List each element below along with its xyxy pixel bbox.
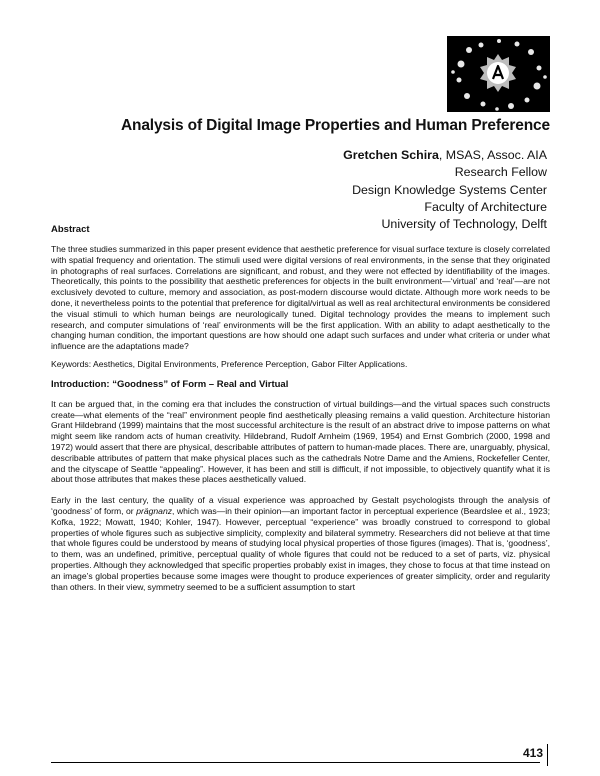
author-block (343, 147, 547, 233)
intro-p2-start: Early in the last century, the quality of a visual experience was approached by Gestalt psychologists through the analysis of ‘goodness’ of form, or (51, 495, 550, 516)
paper-title: Analysis of Digital Image Properties and Human Preference (120, 117, 550, 134)
intro-p2-rest: , which was—in their opinion—an important factor in perceptual experience (Beardslee et al., 1923; Kofka, 1922; Mowatt, 1940; Kohler, 1947). However, perceptual “experience” was broadly construed to correspond to global properties of whole figures such as subjective simplicity, complexity and bilateral symmetry. Researchers did not believe at that time that whole figures could be understood by means of studying local physical properties of those figures (images). That is, ‘goodness’, to them, was an undefined, primitive, perceptual quality of whole figures that could not be reduced to a set of parts, viz. physical properties. Although they acknowledged that specific properties probably exist in images, they chose to focus at that time instead on an image’s global properties because some images were thought to produce experiences of greater simplicity, order and regularity than others. In their view, symmetry seemed to be a sufficient assumption to start (51, 505, 550, 592)
author-faculty: Faculty of Architecture (424, 199, 547, 214)
abstract-text: The three studies summarized in this paper present evidence that aesthetic preference for visual surface texture is closely correlated with spatial frequency and orientation. The stimuli used were digital versions of real environments, in the sense that they originated in photographs of real surfaces. Correlations are significant, and robust, and they were not effected by identifiability of the images. Theoretically, this points to the possibility that aesthetic preferences for objects in the built environment—‘virtual’ and ‘real’—are not exclusively devoted to culture, memory and association, as post-modern discourse would dictate. Although more work needs to be done, it nevertheless points to the potential that preference for digital/virtual as well as real architectural environments be considered the visual stimuli to which human beings are neurologically tuned. Digital technology provides the means to implement such research, and computer simulations of ‘real’ environments will be the first application. With an ability to adapt aesthetically to the changing human condition, the important questions are how should one adapt such surfaces and under what criteria or under what influence are the adaptations made? (51, 244, 550, 352)
author-credentials: , MSAS, Assoc. AIA (438, 148, 547, 162)
author-name: Gretchen Schira (343, 148, 439, 162)
page-number: 413 (522, 746, 543, 760)
keywords: Keywords: Aesthetics, Digital Environments, Preference Perception, Gabor Filter Applications. (51, 358, 408, 369)
praegnanz-term: prägnanz (136, 505, 173, 516)
footer-rule (51, 762, 540, 763)
paper-body (51, 224, 550, 592)
abstract-heading: Abstract (51, 224, 90, 235)
intro-paragraph-1: It can be argued that, in the coming era that includes the construction of virtual buildings—and the virtual spaces such constructs create—what elements of the “real” environment people find aesthetically pleasing remains a valid question. Architecture historian Grant Hildebrand (1999) maintains that the most successful architecture is the result of an abstract drive to impose patterns on what might seem like random acts of human creativity. Hildebrand, Rudolf Arnheim (1969, 1954) and Ernst Gombrich (2000, 1998 and 1972) would assert that there are physical, describable attributes of pattern to human-made places. There are, unarguably, physical, describable attributes of pattern that make physical places such as the cathedrals Notre Dame and the Amiens, Rockefeller Center, and the cityscape of Seattle “appealing”. However, it has been and still is difficult, if not impossible, to objectively quantify what it is about those attributes that makes these places aesthetically valued. (51, 398, 550, 485)
author-university: University of Technology, Delft (381, 217, 547, 232)
author-position: Research Fellow (454, 165, 547, 180)
intro-heading: Introduction: “Goodness” of Form – Real and Virtual (51, 378, 289, 390)
author-center: Design Knowledge Systems Center (352, 182, 547, 197)
gear-logo-icon (447, 36, 550, 112)
publisher-logo (447, 36, 550, 112)
intro-paragraph-2 (51, 495, 550, 592)
author-name-line (343, 147, 547, 164)
footer-vertical-rule (547, 744, 548, 766)
